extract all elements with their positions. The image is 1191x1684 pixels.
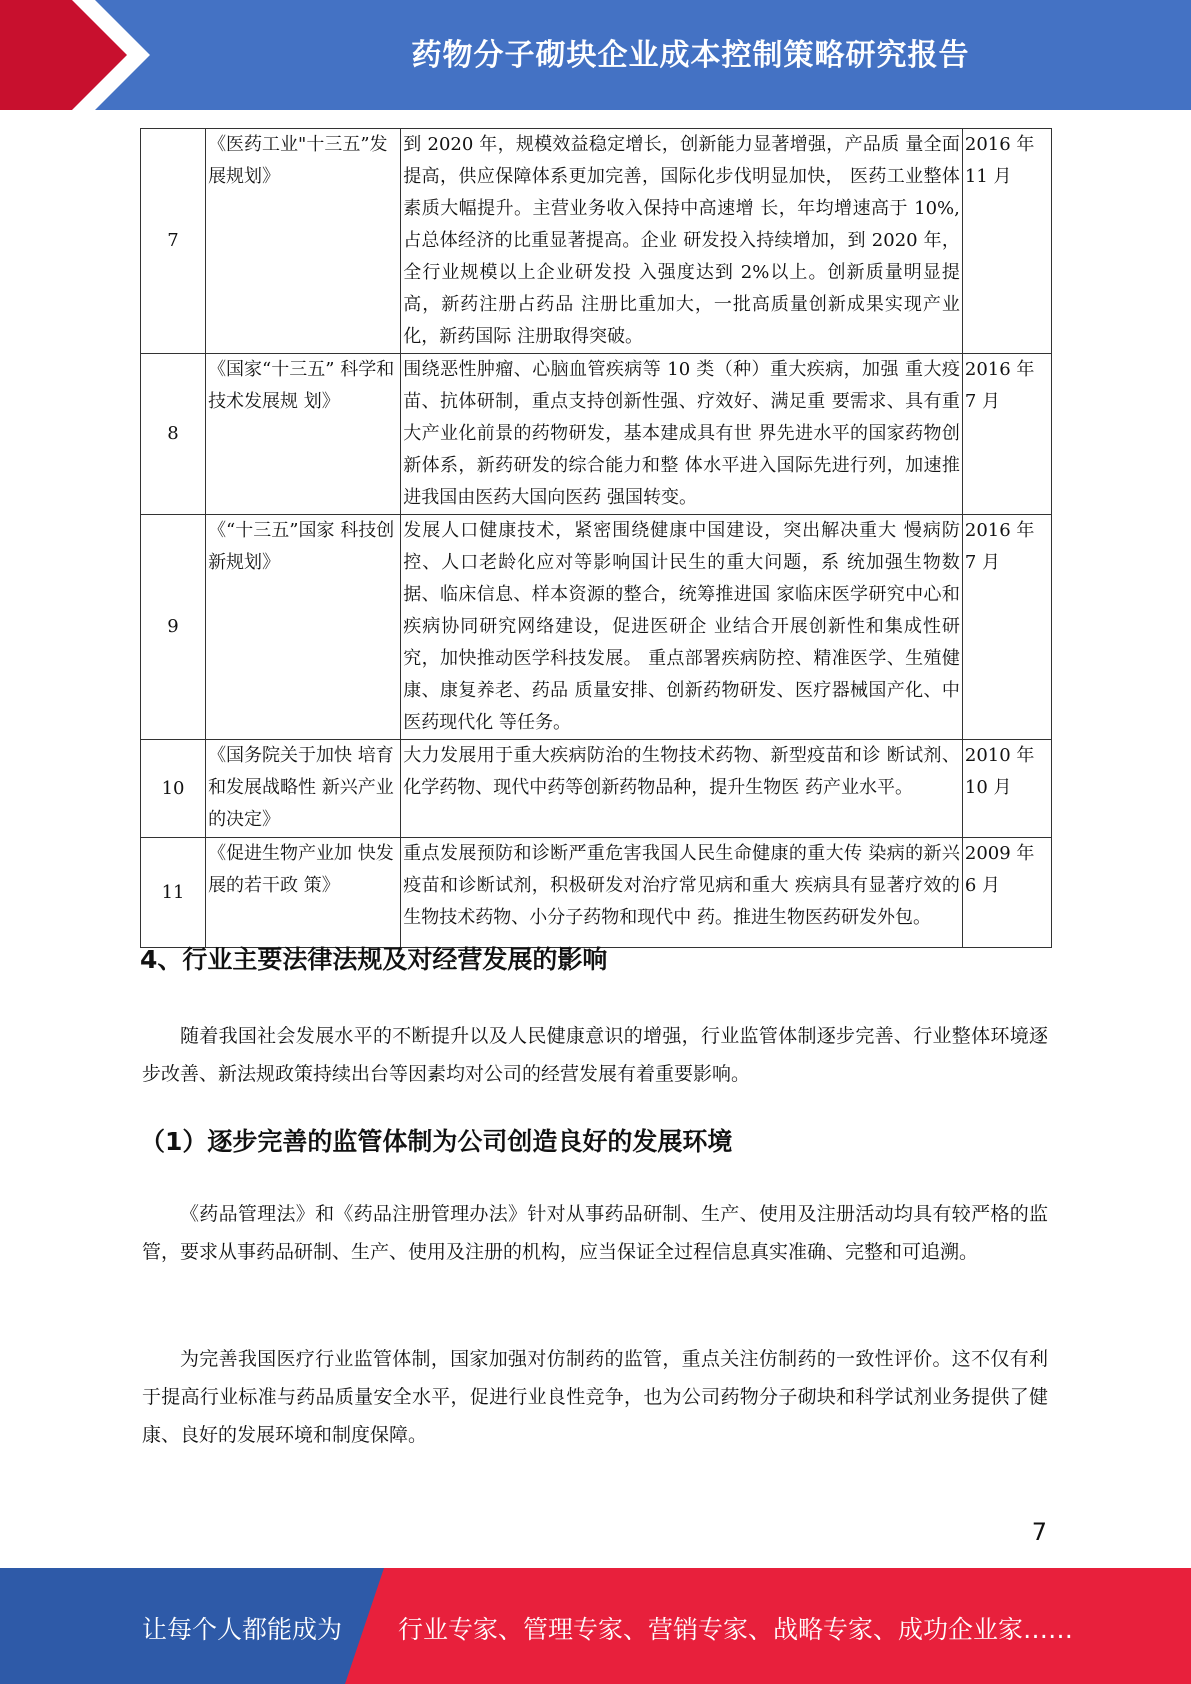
paragraph: 《药品管理法》和《药品注册管理办法》针对从事药品研制、生产、使用及注册活动均具有较严格的监管，要求从事药品研制、生产、使用及注册的机构，应当保证全过程信息真实准确、完整和可追溯。 — [142, 1203, 1048, 1263]
policy-content: 到 2020 年，规模效益稳定增长，创新能力显著增强，产品质 量全面提高，供应保障体系更加完善，国际化步伐明显加快， 医药工业整体素质大幅提升。主营业务收入保持中高速增 长，年均增速高于 10%, 占总体经济的比重显著提高。企业 研发投入持续增加，到 2020 年，全行业规模以上企业研发投 入强度达到 2%以上。创新质量明显提高，新药注册占药品 注册比重加大，一批高质量创新成果实现产业化，新药国际 注册取得突破。 — [401, 129, 963, 354]
table-row — [141, 129, 1052, 354]
policy-content: 发展人口健康技术，紧密围绕健康中国建设，突出解决重大 慢病防控、人口老龄化应对等影响国计民生的重大问题，系 统加强生物数据、临床信息、样本资源的整合，统筹推进国 家临床医学研究中心和疾病协同研究网络建设，促进医研企 业结合开展创新性和集成性研究，加快推动医学科技发展。 重点部署疾病防控、精准医学、生殖健康、康复养老、药品 质量安排、创新药物研发、医疗器械国产化、中医药现代化 等任务。 — [401, 515, 963, 740]
subsection-heading: （1）逐步完善的监管体制为公司创造良好的发展环境 — [140, 1127, 733, 1156]
report-title: 药物分子砌块企业成本控制策略研究报告 — [411, 38, 970, 73]
table-row — [141, 515, 1052, 740]
policy-name: 《“十三五”国家 科技创新规划》 — [206, 515, 401, 740]
paragraph: 为完善我国医疗行业监管体制，国家加强对仿制药的监管，重点关注仿制药的一致性评价。这不仅有利于提高行业标准与药品质量安全水平，促进行业良性竞争，也为公司药物分子砌块和科学试剂业务提供了健康、良好的发展环境和制度保障。 — [142, 1348, 1048, 1446]
policy-name: 《医药工业"十三五”发展规划》 — [206, 129, 401, 354]
policy-name: 《国务院关于加快 培育和发展战略性 新兴产业的决定》 — [206, 740, 401, 838]
policy-date: 2010 年 10 月 — [962, 740, 1051, 838]
row-number: 7 — [141, 129, 206, 354]
table-row — [141, 740, 1052, 838]
policy-date: 2016 年 7 月 — [962, 354, 1051, 515]
row-number: 11 — [141, 838, 206, 948]
policy-date: 2016 年 11 月 — [962, 129, 1051, 354]
policy-content: 大力发展用于重大疾病防治的生物技术药物、新型疫苗和诊 断试剂、化学药物、现代中药等创新药物品种，提升生物医 药产业水平。 — [401, 740, 963, 838]
section-heading: 4、行业主要法律法规及对经营发展的影响 — [140, 945, 608, 974]
page-header — [0, 0, 1191, 110]
section-intro: 随着我国社会发展水平的不断提升以及人民健康意识的增强，行业监管体制逐步完善、行业整体环境逐步改善、新法规政策持续出台等因素均对公司的经营发展有着重要影响。 — [142, 1025, 1048, 1085]
row-number: 9 — [141, 515, 206, 740]
policy-name: 《促进生物产业加 快发展的若干政 策》 — [206, 838, 401, 948]
table-row — [141, 354, 1052, 515]
policy-table — [140, 128, 1052, 948]
policy-content: 围绕恶性肿瘤、心脑血管疾病等 10 类（种）重大疾病，加强 重大疫苗、抗体研制，重点支持创新性强、疗效好、满足重 要需求、具有重大产业化前景的药物研发，基本建成具有世 界先进水平的国家药物创新体系，新药研发的综合能力和整 体水平进入国际先进行列，加速推进我国由医药大国向医药 强国转变。 — [401, 354, 963, 515]
row-number: 10 — [141, 740, 206, 838]
page-footer — [0, 1568, 1191, 1684]
policy-date: 2009 年 6 月 — [962, 838, 1051, 948]
row-number: 8 — [141, 354, 206, 515]
policy-name: 《国家“十三五” 科学和技术发展规 划》 — [206, 354, 401, 515]
table-row — [141, 838, 1052, 948]
page-number: 7 — [1031, 1518, 1047, 1546]
policy-date: 2016 年 7 月 — [962, 515, 1051, 740]
footer-slogan-left: 让每个人都能成为 — [142, 1615, 343, 1644]
footer-slogan-right: 行业专家、管理专家、营销专家、战略专家、成功企业家…… — [398, 1615, 1074, 1644]
policy-content: 重点发展预防和诊断严重危害我国人民生命健康的重大传 染病的新兴疫苗和诊断试剂，积极研发对治疗常见病和重大 疾病具有显著疗效的生物技术药物、小分子药物和现代中 药。推进生物医药研发外包。 — [401, 838, 963, 948]
